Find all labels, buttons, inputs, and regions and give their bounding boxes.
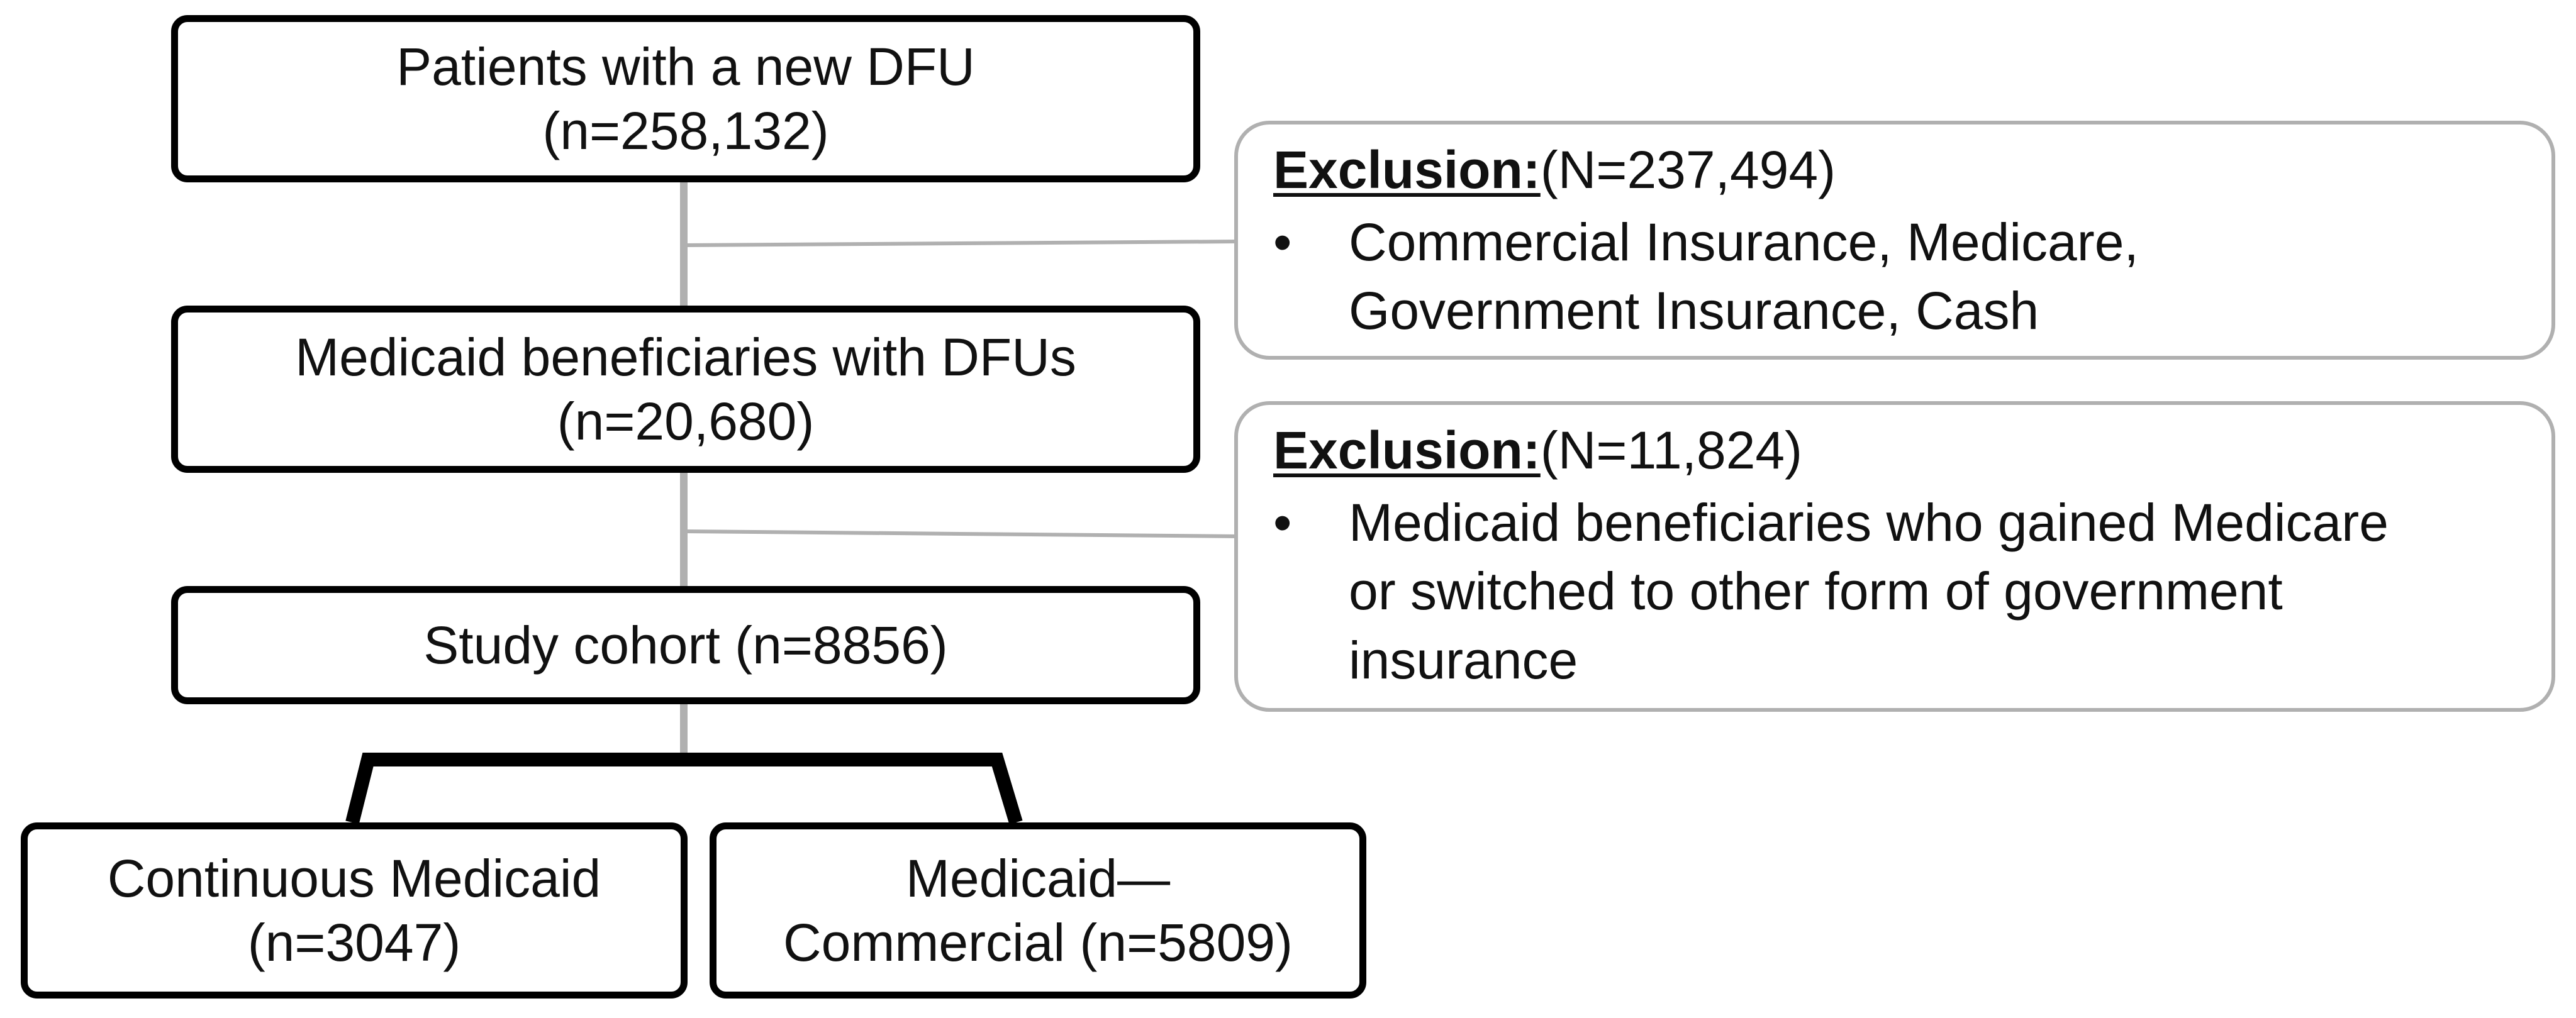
- study-cohort-box: [171, 586, 1200, 704]
- medicaid-beneficiaries-label: Medicaid beneficiaries with DFUs: [295, 327, 1076, 387]
- exclusion-2-heading: [1273, 416, 2526, 485]
- patients-new-dfu-box: [171, 15, 1200, 182]
- exclusion-2-label: Exclusion:: [1273, 421, 1541, 480]
- continuous-medicaid-box: [21, 822, 688, 999]
- medicaid-commercial-label: Medicaid—: [905, 848, 1171, 908]
- patients-new-dfu-label: Patients with a new DFU: [396, 36, 975, 96]
- exclusion-connector-1: [684, 241, 1239, 245]
- medicaid-beneficiaries-count: (n=20,680): [557, 392, 815, 451]
- exclusion-2-count: (N=11,824): [1540, 421, 1803, 480]
- exclusion-1-count: (N=237,494): [1540, 140, 1836, 199]
- medicaid-beneficiaries-box: [171, 306, 1200, 473]
- medicaid-commercial-box: [710, 822, 1366, 999]
- continuous-medicaid-label: Continuous Medicaid: [107, 848, 601, 908]
- exclusion-1-heading: [1273, 136, 2526, 204]
- exclusion-1-bullet-item: [1273, 208, 2526, 345]
- exclusion-connector-2: [684, 531, 1239, 536]
- medicaid-commercial-count: Commercial (n=5809): [783, 913, 1293, 972]
- patients-new-dfu-count: (n=258,132): [542, 101, 829, 160]
- exclusion-2-bullet-item: [1273, 489, 2526, 695]
- bullet-icon: •: [1273, 213, 1292, 272]
- exclusion-1-text: Commercial Insurance, Medicare, Government Insurance, Cash: [1349, 213, 2139, 341]
- study-cohort-label: Study cohort (n=8856): [423, 615, 948, 675]
- continuous-medicaid-count: (n=3047): [247, 913, 461, 972]
- bullet-icon: •: [1273, 493, 1292, 553]
- branch-connector: [352, 760, 1016, 822]
- exclusion-1-label: Exclusion:: [1273, 140, 1541, 199]
- exclusion-2-text: Medicaid beneficiaries who gained Medicare or switched to other form of government insurance: [1349, 493, 2389, 690]
- exclusion-box-2: [1234, 401, 2555, 712]
- exclusion-box-1: [1234, 121, 2555, 360]
